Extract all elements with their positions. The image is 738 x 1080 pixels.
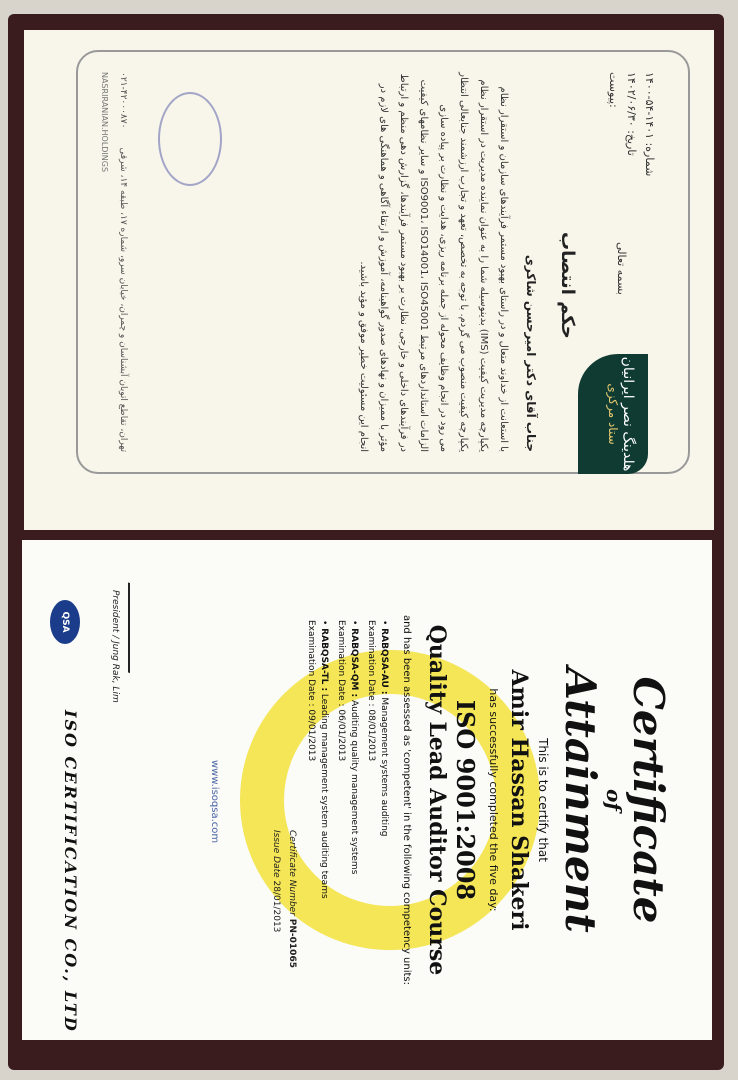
stamp-seal <box>158 92 222 186</box>
date-value: ۱۴۰۲/۰۶/۳۰ <box>625 72 638 127</box>
certificate-title <box>556 590 673 1010</box>
unit-item: • RABQSA-TL : Leading management system auditing teams Examination Date : 09/01/2013 <box>306 620 329 899</box>
standard-name: ISO 9001:2008 <box>451 699 480 901</box>
website-url: www.isoqsa.com <box>209 760 220 844</box>
certificate <box>20 560 690 1040</box>
certificate-number-block <box>268 830 300 968</box>
issue-label: Issue Date <box>271 830 281 878</box>
assessed-text: and has been assessed as 'competent' in the following competency units: <box>401 614 412 986</box>
qsa-logo-icon: QSA <box>50 600 80 644</box>
course-name: Quality Lead Auditor Course <box>424 624 450 976</box>
cert-number-label: Certificate Number <box>287 830 297 916</box>
recipient-name: جناب آقای دکتر امیرحسن شاکری <box>524 254 538 452</box>
appointment-letter <box>30 40 700 520</box>
company-name: هلدینگ نصر ایرانیان <box>620 356 636 472</box>
title-line2: Attainment <box>556 667 605 933</box>
letter-phone: ۰۲۱-۴۲۰۰۰۸۷۰ <box>118 72 128 129</box>
recipient-name: Amir Hassan Shakeri <box>506 669 532 931</box>
date-label: تاریخ: <box>625 130 638 156</box>
company-sub: ستاد مرکزی <box>606 383 620 445</box>
number-label: شماره: <box>643 142 656 177</box>
letter-holdings: NASRIRANIAN.HOLDINGS <box>100 72 109 173</box>
number-value: ۱۴۰۱-۵۴-۱۴۰۰ <box>643 72 656 140</box>
certify-intro: This is to certify that <box>536 738 550 862</box>
attach-label: پیوست: <box>607 72 620 108</box>
letter-meta <box>604 72 658 176</box>
title-of: of <box>602 789 626 811</box>
letter-title: حکم انتصاب <box>557 232 578 339</box>
bismillah: بسمه تعالی <box>615 242 628 295</box>
president-signature <box>128 582 170 687</box>
completed-text: has successfully completed the five day: <box>487 688 500 912</box>
president-line: President / Jung Rak, Lim <box>110 590 120 703</box>
competency-units <box>300 620 390 980</box>
unit-item: • RABQSA-QM : Auditing quality management systems Examination Date : 06/01/2013 <box>336 620 359 875</box>
letter-frame <box>76 50 690 474</box>
title-line1: Certificate <box>624 676 673 924</box>
unit-item: • RABQSA-AU : Management systems auditing Examination Date : 08/01/2013 <box>366 620 389 837</box>
issue-date: 28/01/2013 <box>271 880 281 933</box>
issuing-company: ISO CERTIFICATION CO., LTD <box>61 710 80 1033</box>
letter-address: تهران، تقاطع اتوبان آبشناسان و چمران، خیابان سرو، شماره ۱۷، طبقه ۱۴، شرقی <box>118 147 128 452</box>
letter-body: با استعانت از خداوند متعال و در راستای بهبود مستمر فرآیندهای سازمان و استقرار نظام یکپارچه مدیریت کیفیت (IMS) بدینوسیله شما را به عنوان نماینده مدیریت در استقرار نظام یکپارچه کیفیت منصوب می گردم. با توجه به تخصص، تعهد و تجارب ارزشمند جنابعالی انتظار می رود در انجام وظایف محوله از جمله برنامه ریزی، هدایت و نظارت بر پیاده سازی الزامات استانداردهای مرتبط ISO9001، ISO14001، ISO45001 و سایر نظامهای کیفیت در فرآیندهای داخلی و خارجی، نظارت بر بهبود مستمر فرآیندها، گزارش دهی منظم و ارتباط مؤثر با ممیزان و نهادهای صدور گواهینامه، آموزش و ارتقاء آگاهی و هماهنگی های لازم در انجام این مسئولیت خطیر موفق و مؤید باشید. <box>358 72 509 452</box>
cert-number: PN-01065 <box>287 918 297 968</box>
company-badge <box>578 354 648 474</box>
